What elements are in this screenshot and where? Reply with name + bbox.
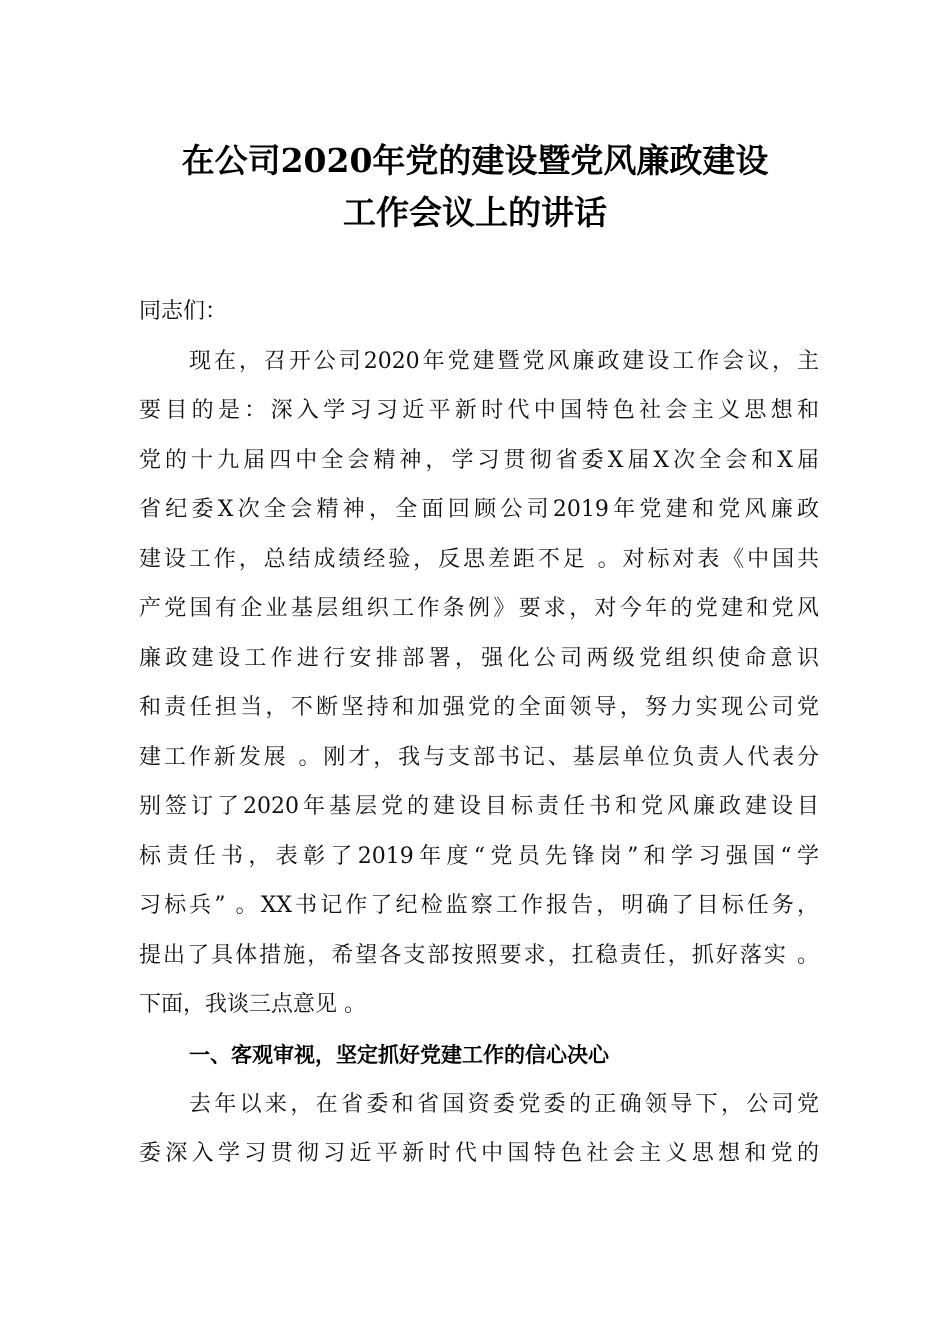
paragraph-line: 建设工作，总结成绩经验，反思差距不足 。对标对表《中国共 — [139, 547, 819, 572]
paragraph-line: 习标兵” 。XX书记作了纪检监察工作报告，明确了目标任务， — [139, 893, 819, 918]
document-title-line-2: 工作会议上的讲话 — [343, 193, 607, 232]
paragraph-line: 廉政建设工作进行安排部署，强化公司两级党组织使命意识 — [139, 646, 819, 671]
paragraph-line: 现在，召开公司2020年党建暨党风廉政建设工作会议，主 — [189, 349, 819, 374]
paragraph-line: 省纪委X次全会精神，全面回顾公司2019年党建和党风廉政 — [139, 497, 819, 522]
salutation: 同志们： — [139, 299, 228, 324]
paragraph-line: 别签订了2020年基层党的建设目标责任书和党风廉政建设目 — [139, 794, 819, 819]
document-title-line-1: 在公司2020年党的建设暨党风廉政建设 — [181, 141, 769, 180]
paragraph-line: 去年以来，在省委和省国资委党委的正确领导下，公司党 — [189, 1092, 819, 1117]
paragraph-line: 提出了具体措施，希望各支部按照要求，扛稳责任，抓好落实 。 — [139, 943, 819, 968]
paragraph-line: 要目的是：深入学习习近平新时代中国特色社会主义思想和 — [139, 398, 819, 423]
paragraph-line: 建工作新发展 。刚才，我与支部书记、基层单位负责人代表分 — [139, 745, 819, 770]
paragraph-line: 标责任书，表彰了2019年度“党员先锋岗”和学习强国“学 — [139, 844, 819, 869]
paragraph-line: 和责任担当，不断坚持和加强党的全面领导，努力实现公司党 — [139, 695, 819, 720]
paragraph-line: 产党国有企业基层组织工作条例》要求，对今年的党建和党风 — [139, 596, 819, 621]
section-heading: 一、客观审视，坚定抓好党建工作的信心决心 — [189, 1043, 609, 1067]
paragraph-line: 党的十九届四中全会精神，学习贯彻省委X届X次全会和X届 — [139, 448, 819, 473]
paragraph-line: 委深入学习贯彻习近平新时代中国特色社会主义思想和党的 — [139, 1141, 819, 1166]
paragraph-line: 下面，我谈三点意见 。 — [139, 992, 366, 1017]
